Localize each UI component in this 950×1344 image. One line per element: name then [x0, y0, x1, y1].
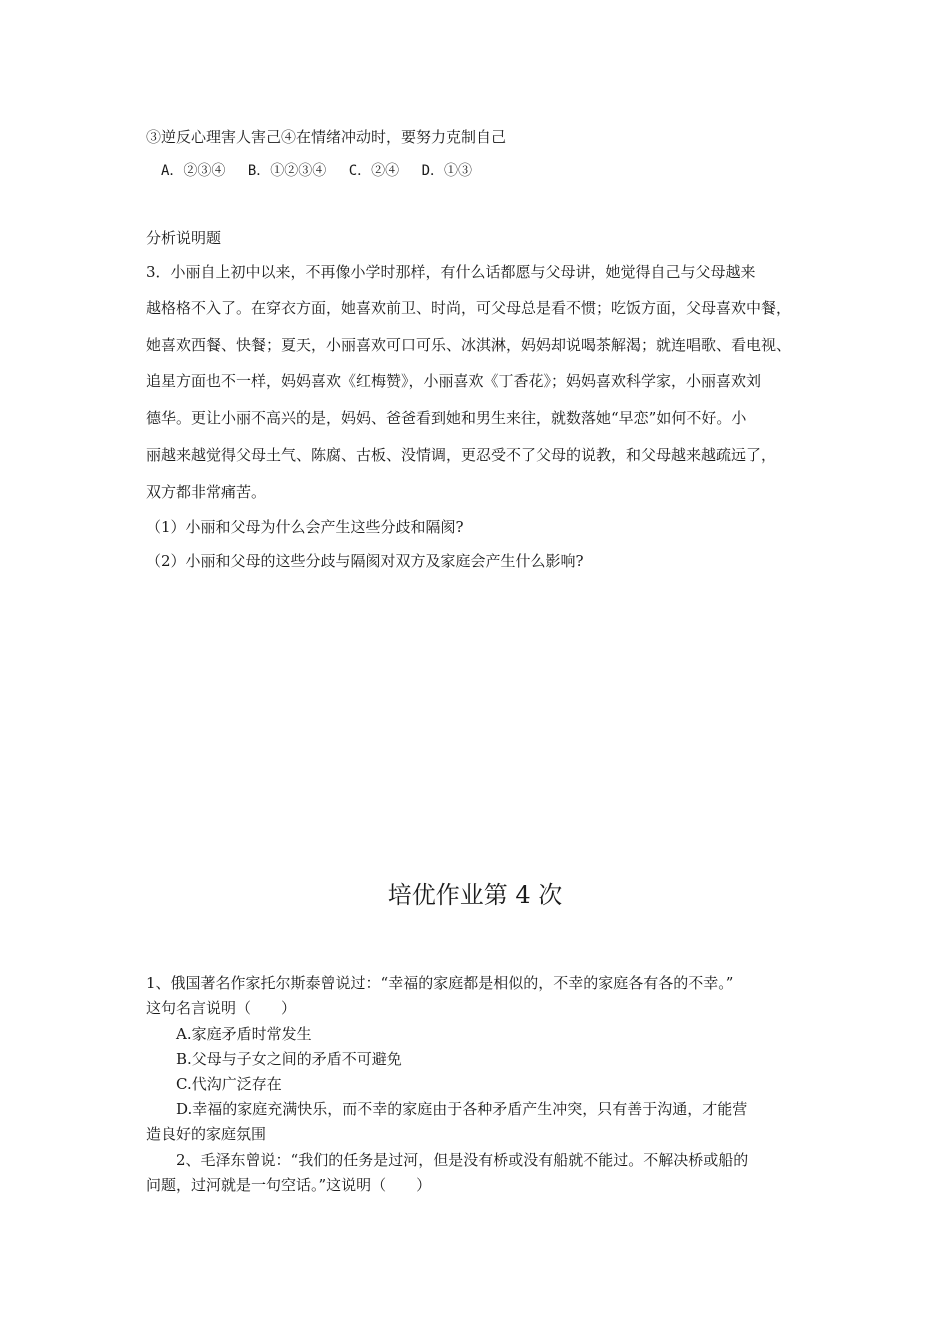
- q1-option-d-continued: 造良好的家庭氛围: [146, 1125, 267, 1143]
- q1-option-c: C.代沟广泛存在: [176, 1075, 282, 1093]
- page-title: 培优作业第 4 次: [387, 881, 563, 909]
- q3-line: 她喜欢西餐、快餐；夏天，小丽喜欢可口可乐、冰淇淋，妈妈却说喝茶解渴；就连唱歌、看电视、: [146, 336, 792, 354]
- q1-option-a: A.家庭矛盾时常发生: [176, 1025, 312, 1043]
- q3-line: 越格格不入了。在穿衣方面，她喜欢前卫、时尚，可父母总是看不惯；吃饭方面，父母喜欢中餐，: [146, 299, 792, 317]
- prev-question-line: ③逆反心理害人害己④在情绪冲动时，要努力克制自己: [146, 128, 507, 146]
- q3-line: 双方都非常痛苦。: [146, 483, 267, 501]
- section-heading: 分析说明题: [146, 229, 222, 247]
- q1-stem-line: 1、俄国著名作家托尔斯泰曾说过：“幸福的家庭都是相似的，不幸的家庭各有各的不幸。”: [146, 974, 734, 992]
- q3-line: 追星方面也不一样，妈妈喜欢《红梅赞》，小丽喜欢《丁香花》；妈妈喜欢科学家，小丽喜欢刘: [146, 372, 762, 390]
- q1-option-d: D.幸福的家庭充满快乐，而不幸的家庭由于各种矛盾产生冲突，只有善于沟通，才能营: [176, 1100, 748, 1118]
- q3-line: 德华。更让小丽不高兴的是，妈妈、爸爸看到她和男生来往，就数落她“早恋”如何不好。小: [146, 409, 747, 427]
- q3-line: 3．小丽自上初中以来，不再像小学时那样，有什么话都愿与父母讲，她觉得自己与父母越来: [146, 263, 756, 281]
- q3-line: 丽越来越觉得父母土气、陈腐、古板、没情调，更忍受不了父母的说教，和父母越来越疏远了，: [146, 446, 777, 464]
- prev-question-options: A．②③④ B．①②③④ C．②④ D．①③: [161, 163, 472, 179]
- sub-question-2: （2）小丽和父母的这些分歧与隔阂对双方及家庭会产生什么影响?: [146, 552, 584, 570]
- q2-stem-line: 2、毛泽东曾说：“我们的任务是过河，但是没有桥或没有船就不能过。不解决桥或船的: [176, 1151, 749, 1169]
- q1-option-b: B.父母与子女之间的矛盾不可避免: [176, 1050, 402, 1068]
- sub-question-1: （1）小丽和父母为什么会产生这些分歧和隔阂?: [146, 518, 464, 536]
- q2-stem-line: 问题，过河就是一句空话。”这说明（ ）: [146, 1176, 432, 1194]
- q1-stem-line: 这句名言说明（ ）: [146, 999, 297, 1017]
